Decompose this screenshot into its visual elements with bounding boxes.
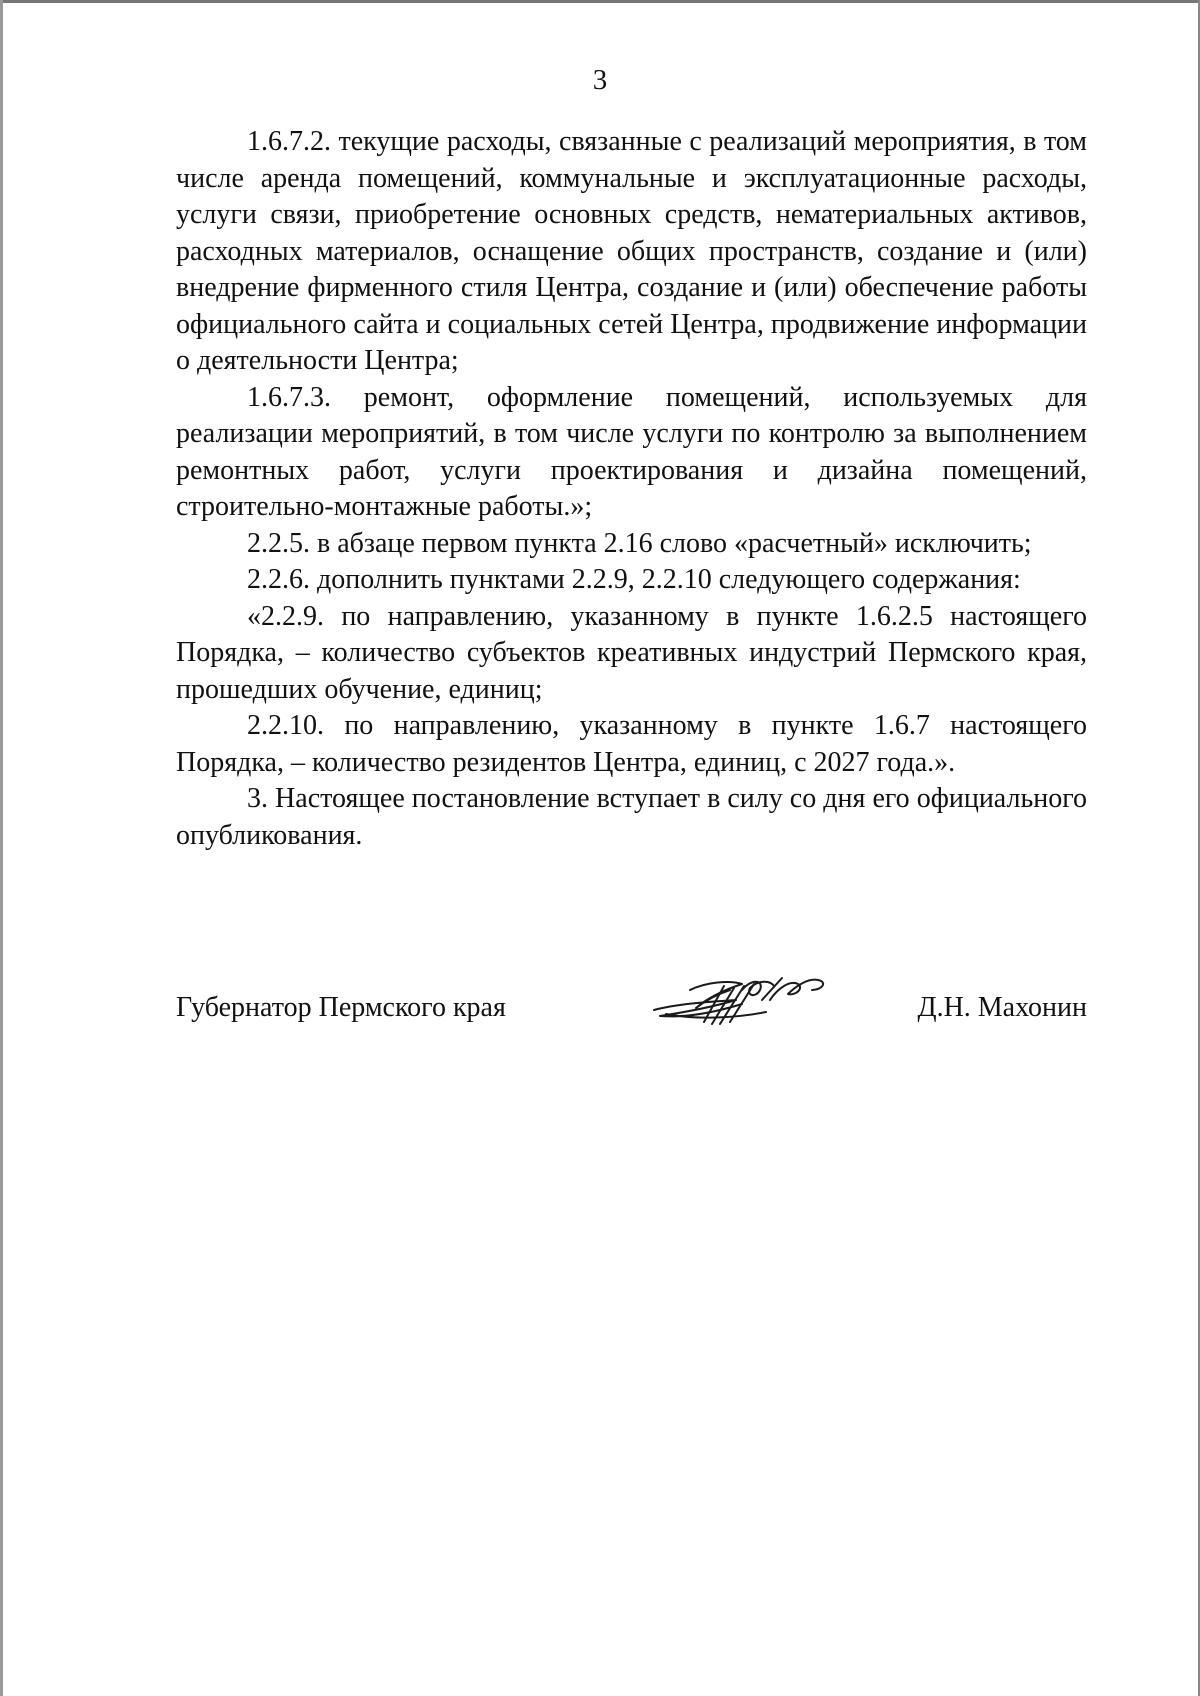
page-number: 3 xyxy=(592,64,608,96)
signature-block xyxy=(176,986,1087,1030)
paragraph-3: 3. Настоящее постановление вступает в силу со дня его официального опубликования. xyxy=(176,783,1087,851)
paragraph-2-2-9: «2.2.9. по направлению, указанному в пункте 1.6.2.5 настоящего Порядка, – количество субъектов креативных индустрий Пермского края, прошедших обучение, единиц; xyxy=(176,600,1087,705)
scan-left-edge xyxy=(0,0,3,1696)
paragraph-1-6-7-3: 1.6.7.3. ремонт, оформление помещений, используемых для реализации мероприятий, в том числе услуги по контролю за выполнением ремонтных работ, услуги проектирования и дизайна помещений, строительно-монтажные работы.»; xyxy=(176,381,1087,522)
signatory-name: Д.Н. Махонин xyxy=(917,992,1087,1023)
paragraph-2-2-6: 2.2.6. дополнить пунктами 2.2.9, 2.2.10 следующего содержания: xyxy=(247,564,1021,595)
scan-top-edge xyxy=(0,0,1200,3)
paragraph-1-6-7-2: 1.6.7.2. текущие расходы, связанные с реализаций мероприятия, в том числе аренда помещений, коммунальные и эксплуатационные расходы, услуги связи, приобретение основных средств, нематериальных активов, расходных материалов, оснащение общих пространств, создание и (или) внедрение фирменного стиля Центра, создание и (или) обеспечение работы официального сайта и социальных сетей Центра, продвижение информации о деятельности Центра; xyxy=(176,126,1087,376)
signatory-title: Губернатор Пермского края xyxy=(176,992,506,1023)
paragraph-2-2-5: 2.2.5. в абзаце первом пункта 2.16 слово «расчетный» исключить; xyxy=(247,527,1032,559)
handwritten-signature xyxy=(646,960,846,1040)
paragraph-2-2-10: 2.2.10. по направлению, указанному в пункте 1.6.7 настоящего Порядка, – количество резидентов Центра, единиц, с 2027 года.». xyxy=(176,710,1087,778)
document-body xyxy=(176,124,1087,854)
